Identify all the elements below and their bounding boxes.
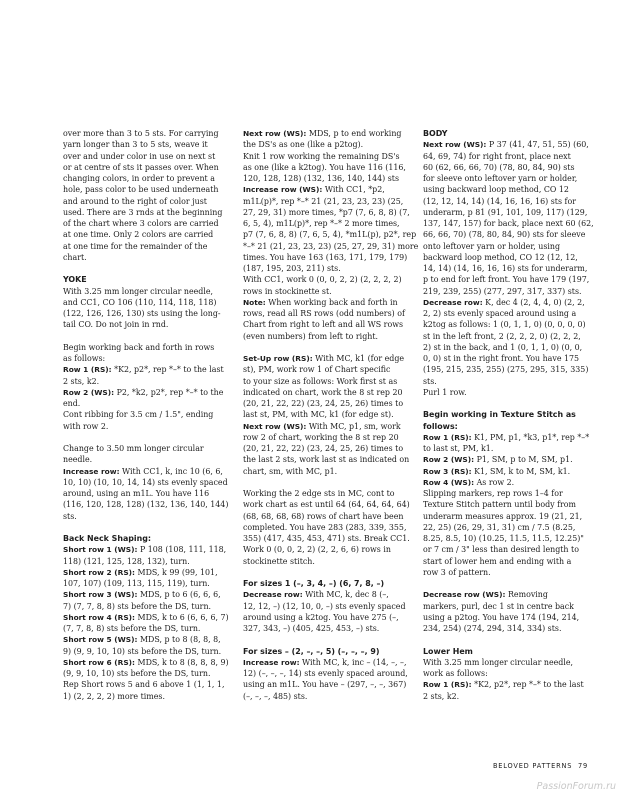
- instruction-label: Row 1 (RS):: [63, 365, 112, 375]
- text-line: for sleeve onto leftover yarn or holder,: [423, 174, 578, 183]
- text-line: around, using an m1L. You have 116: [63, 489, 210, 498]
- instruction-label: Increase row (WS):: [243, 185, 323, 195]
- instruction-paragraph: [63, 634, 239, 657]
- instruction-paragraph: [243, 297, 419, 342]
- instruction-text: K1, SM, k to M, SM, k1.: [471, 466, 571, 476]
- text-line: using an m1L. You have – (297, –, –, 367): [243, 680, 407, 690]
- text-line: using backward loop method, CO 12: [423, 185, 569, 195]
- instruction-first-line: [243, 353, 419, 364]
- text-line: or 7 cm / 3" less than desired length to: [423, 545, 579, 555]
- text-line: 107, 107) (109, 113, 115, 119), turn.: [63, 579, 210, 588]
- text-line: yarn longer than 3 to 5 sts, weave it: [63, 140, 208, 150]
- text-line: over and under color in use on next st: [63, 151, 216, 161]
- text-line: work as follows:: [423, 669, 488, 678]
- instruction-paragraph: [63, 612, 239, 635]
- instruction-text: P 37 (41, 47, 51, 55) (60,: [486, 140, 589, 150]
- text-line: 12, 12, –) (12, 10, 0, –) sts evenly spaced: [243, 601, 406, 611]
- instruction-first-line: [423, 477, 599, 488]
- instruction-label: Row 3 (RS):: [423, 466, 472, 476]
- instruction-paragraph: [243, 353, 419, 421]
- text-line: the DS's as one (like a p2tog).: [243, 140, 364, 150]
- paragraph-spacer: [63, 522, 239, 533]
- text-line: (122, 126, 126, 130) sts using the long-: [63, 309, 221, 318]
- body-paragraph: [63, 342, 239, 365]
- text-line: 6, 5, 4), m1L(p)*, rep *–* 2 more times,: [243, 219, 400, 228]
- text-line: as follows:: [63, 354, 106, 363]
- text-line: (7, 7, 8, 8) sts before the DS, turn.: [63, 624, 201, 633]
- instruction-text: MDS, k to 6 (6, 6, 6, 7): [134, 612, 229, 622]
- text-line: Chart from right to left and all WS rows: [243, 320, 403, 330]
- text-line: *–* 21 (21, 23, 23, 23) (25, 27, 29, 31) more: [243, 241, 419, 251]
- body-paragraph: [63, 286, 239, 331]
- text-line: 66, 66, 70) (78, 80, 84, 90) sts for sleeve: [423, 230, 586, 240]
- text-line: 2) st in the back, and 1 (0, 1, 1, 0) (0, 0,: [423, 342, 583, 352]
- section-heading: follows:: [423, 421, 458, 431]
- text-line: (187, 195, 203, 211) sts.: [243, 264, 341, 273]
- instruction-paragraph: [423, 297, 599, 387]
- instruction-label: Row 1 (RS):: [423, 432, 472, 442]
- text-line: st), PM, work row 1 of Chart specific: [243, 365, 391, 375]
- body-paragraph: [423, 657, 599, 680]
- text-line: of the chart where 3 colors are carried: [63, 219, 219, 228]
- instruction-first-line: [63, 544, 239, 555]
- text-line: Rep Short rows 5 and 6 above 1 (1, 1, 1,: [63, 680, 225, 690]
- instruction-first-line: [243, 421, 419, 432]
- instruction-text: K1, PM, p1, *k3, p1*, rep *–*: [471, 432, 590, 442]
- instruction-label: Next row (WS):: [243, 129, 307, 138]
- paragraph-spacer: [423, 578, 599, 589]
- instruction-label: Row 2 (WS):: [423, 455, 475, 465]
- body-paragraph: [63, 443, 239, 466]
- instruction-label: Short row 4 (RS):: [63, 612, 135, 622]
- instruction-paragraph: [63, 364, 239, 387]
- text-line: rows, read all RS rows (odd numbers) of: [243, 309, 405, 318]
- text-column-3: [423, 128, 599, 702]
- instruction-first-line: [63, 387, 239, 398]
- text-line: 1) (2, 2, 2, 2) more times.: [63, 691, 165, 701]
- instruction-label: Decrease row:: [243, 590, 303, 600]
- footer-section-title: BELOVED PATTERNS: [492, 762, 573, 770]
- instruction-first-line: [63, 657, 239, 668]
- text-line: (even numbers) from left to right.: [243, 331, 379, 341]
- instruction-text: P 108 (108, 111, 118,: [137, 545, 227, 555]
- section-heading: BODY: [423, 129, 448, 138]
- instruction-first-line: [63, 567, 239, 578]
- text-line: Working the 2 edge sts in MC, cont to: [243, 489, 395, 498]
- instruction-paragraph: [423, 466, 599, 477]
- instruction-paragraph: [63, 466, 239, 522]
- instruction-first-line: [423, 139, 599, 150]
- instruction-text: MDS, p to 6 (6, 6, 6,: [137, 590, 221, 600]
- text-line: tail CO. Do not join in rnd.: [63, 320, 169, 330]
- instruction-label: Decrease row (WS):: [423, 590, 506, 600]
- text-line: row 2 of chart, working the 8 st rep 20: [243, 432, 399, 442]
- paragraph-spacer: [423, 634, 599, 645]
- paragraph-spacer: [243, 634, 419, 645]
- text-line: 118) (121, 125, 128, 132), turn.: [63, 556, 190, 566]
- instruction-text: As row 2.: [474, 477, 515, 487]
- instruction-first-line: [63, 589, 239, 600]
- text-line: 2, 2) sts evenly spaced around using a: [423, 309, 577, 318]
- instruction-text: With MC, p1, sm, work: [306, 421, 401, 431]
- instruction-first-line: [423, 466, 599, 477]
- text-line: changing colors, in order to prevent a: [63, 174, 215, 183]
- instruction-text: Removing: [505, 590, 548, 600]
- instruction-first-line: [243, 128, 419, 139]
- text-line: (20, 21, 22, 22) (23, 24, 25, 26) times to: [243, 444, 404, 453]
- text-line: and CC1, CO 106 (110, 114, 118, 118): [63, 297, 217, 307]
- instruction-label: Increase row:: [243, 657, 300, 667]
- instruction-first-line: [423, 679, 599, 690]
- text-line: with row 2.: [63, 421, 109, 431]
- text-line: end.: [63, 399, 81, 408]
- instruction-text: K, dec 4 (2, 4, 4, 0) (2, 2,: [482, 297, 585, 307]
- text-line: onto leftover yarn or holder, using: [423, 241, 561, 251]
- text-line: the last 2 sts, work last st as indicated on: [243, 455, 410, 465]
- instruction-paragraph: [63, 567, 239, 590]
- text-line: around using a k2tog. You have 275 (–,: [243, 612, 399, 622]
- body-paragraph: [423, 488, 599, 578]
- text-line: hole, pass color to be used underneath: [63, 185, 219, 195]
- section-heading: Lower Hem: [423, 646, 473, 656]
- body-paragraph: [63, 679, 239, 702]
- text-column-1: [63, 128, 239, 702]
- text-line: chart, sm, with MC, p1.: [243, 466, 338, 476]
- instruction-label: Row 4 (WS):: [423, 477, 475, 487]
- instruction-paragraph: [423, 454, 599, 465]
- text-line: to your size as follows: Work first st as: [243, 376, 398, 386]
- text-line: 7) (7, 7, 8, 8) sts before the DS, turn.: [63, 601, 212, 611]
- text-line: Begin working back and forth in rows: [63, 342, 215, 352]
- text-line: backward loop method, CO 12 (12, 12,: [423, 252, 578, 262]
- text-line: (195, 215, 235, 255) (275, 295, 315, 335): [423, 365, 589, 375]
- watermark: PassionForum.ru: [536, 781, 616, 792]
- section-heading: Back Neck Shaping:: [63, 534, 152, 543]
- instruction-label: Decrease row:: [423, 297, 483, 307]
- instruction-first-line: [63, 466, 239, 477]
- page-footer: [463, 762, 588, 770]
- instruction-paragraph: [243, 421, 419, 477]
- text-line: 2 sts, k2.: [423, 691, 460, 701]
- section-heading: Begin working in Texture Stitch as: [423, 410, 576, 420]
- instruction-text: *K2, p2*, rep *–* to the last: [471, 680, 584, 690]
- text-line: and around to the right of color just: [63, 196, 207, 206]
- text-line: 60 (62, 66, 66, 70) (78, 80, 84, 90) sts: [423, 162, 575, 172]
- text-line: 234, 254) (274, 294, 314, 334) sts.: [423, 624, 562, 633]
- paragraph-spacer: [243, 342, 419, 353]
- text-line: row 3 of pattern.: [423, 567, 491, 577]
- text-line: needle.: [63, 455, 93, 465]
- text-line: 22, 25) (26, 29, 31, 31) cm / 7.5 (8.25,: [423, 522, 576, 532]
- instruction-label: Row 1 (RS):: [423, 680, 472, 690]
- text-line: chart.: [63, 252, 87, 262]
- text-line: underarm measures approx. 19 (21, 21,: [423, 511, 583, 521]
- text-line: to last st, PM, k1.: [423, 444, 494, 453]
- instruction-label: Increase row:: [63, 466, 120, 476]
- paragraph-spacer: [63, 432, 239, 443]
- instruction-paragraph: [63, 544, 239, 567]
- instruction-text: P1, SM, p to M, SM, p1.: [474, 455, 573, 465]
- text-line: indicated on chart, work the 8 st rep 20: [243, 387, 403, 397]
- text-line: completed. You have 283 (283, 339, 355,: [243, 522, 407, 532]
- section-heading: For sizes – (2, –, –, 5) (–, –, –, 9): [243, 646, 380, 656]
- instruction-text: With CC1, *p2,: [322, 185, 385, 195]
- text-line: start of lower hem and ending with a: [423, 556, 572, 566]
- paragraph-spacer: [243, 477, 419, 488]
- paragraph-spacer: [243, 567, 419, 578]
- text-line: With 3.25 mm longer circular needle,: [63, 286, 214, 296]
- instruction-first-line: [63, 364, 239, 375]
- text-line: (–, –, –, 485) sts.: [243, 691, 308, 701]
- body-paragraph: [63, 409, 239, 432]
- body-paragraph: [63, 128, 239, 263]
- text-line: 8.25, 8.5, 10) (10.25, 11.5, 11.5, 12.25)": [423, 534, 584, 543]
- body-paragraph: [423, 387, 599, 398]
- instruction-label: Row 2 (WS):: [63, 387, 115, 397]
- instruction-text: MDS, p to 8 (8, 8, 8,: [137, 635, 221, 645]
- instruction-first-line: [243, 657, 419, 668]
- text-line: k2tog as follows: 1 (0, 1, 1, 0) (0, 0, 0, 0): [423, 320, 586, 330]
- body-paragraph: [243, 274, 419, 297]
- text-line: markers, purl, dec 1 st in centre back: [423, 601, 574, 611]
- instruction-first-line: [63, 634, 239, 645]
- text-line: at one time. Only 2 colors are carried: [63, 230, 214, 240]
- text-line: (68, 68, 68, 68) rows of chart have been: [243, 511, 404, 521]
- text-line: Work 0 (0, 0, 2, 2) (2, 2, 6, 6) rows in: [243, 545, 391, 555]
- text-line: (12, 12, 14, 14) (14, 16, 16, 16) sts for: [423, 196, 576, 206]
- text-line: Slipping markers, rep rows 1–4 for: [423, 489, 563, 498]
- text-line: (9, 9, 10, 10) sts before the DS, turn.: [63, 669, 211, 678]
- instruction-first-line: [423, 454, 599, 465]
- text-line: 120, 128, 128) (132, 136, 140, 144) sts: [243, 174, 400, 183]
- section-heading: For sizes 1 (–, 3, 4, –) (6, 7, 8, –): [243, 579, 385, 588]
- instruction-text: *K2, p2*, rep *–* to the last: [111, 365, 224, 375]
- instruction-paragraph: [423, 432, 599, 455]
- text-line: 355) (417, 435, 453, 471) sts. Break CC1.: [243, 534, 410, 543]
- instruction-label: Short row 1 (WS):: [63, 545, 138, 555]
- instruction-first-line: [423, 589, 599, 600]
- text-line: 14, 14) (14, 16, 16, 16) sts for underarm,: [423, 264, 588, 273]
- instruction-label: Next row (WS):: [423, 140, 487, 150]
- instruction-text: With MC, k, inc – (14, –, –,: [299, 657, 407, 667]
- text-line: as one (like a k2tog). You have 116 (116,: [243, 162, 406, 172]
- instruction-paragraph: [243, 128, 419, 151]
- instruction-paragraph: [243, 589, 419, 634]
- text-line: 9) (9, 9, 10, 10) sts before the DS, turn.: [63, 646, 222, 656]
- page-number: 79: [578, 762, 588, 770]
- section-heading: YOKE: [63, 275, 87, 285]
- paragraph-spacer: [423, 398, 599, 409]
- instruction-label: Note:: [243, 297, 266, 307]
- instruction-paragraph: [423, 679, 599, 702]
- text-line: p7 (7, 6, 8, 8) (7, 6, 5, 4), *m1L(p), p2*, rep: [243, 230, 417, 240]
- instruction-text: MDS, k to 8 (8, 8, 8, 9): [134, 657, 229, 667]
- text-line: stockinette stitch.: [243, 556, 315, 566]
- instruction-paragraph: [63, 589, 239, 612]
- text-line: Texture Stitch pattern until body from: [423, 500, 577, 510]
- instruction-label: Short row 5 (WS):: [63, 635, 138, 645]
- text-line: using a p2tog. You have 174 (194, 214,: [423, 612, 580, 622]
- instruction-paragraph: [423, 139, 599, 297]
- body-paragraph: [243, 151, 419, 185]
- text-line: last st, PM, with MC, k1 (for edge st).: [243, 410, 394, 420]
- text-line: Change to 3.50 mm longer circular: [63, 444, 204, 453]
- instruction-paragraph: [63, 387, 239, 410]
- text-line: times. You have 163 (163, 171, 179, 179): [243, 252, 408, 262]
- text-line: rows in stockinette st.: [243, 286, 332, 296]
- text-line: underarm, p 81 (91, 101, 109, 117) (129,: [423, 207, 588, 217]
- instruction-paragraph: [423, 589, 599, 634]
- text-line: st in the left front, 2 (2, 2, 2, 0) (2, 2, 2,: [423, 331, 581, 341]
- text-column-2: [243, 128, 419, 702]
- text-line: 137, 147, 157) for back, place next 60 (62,: [423, 219, 594, 228]
- instruction-label: Short row 2 (RS):: [63, 567, 135, 577]
- instruction-first-line: [243, 589, 419, 600]
- instruction-paragraph: [423, 477, 599, 488]
- text-line: p to end for left front. You have 179 (197,: [423, 275, 590, 285]
- text-line: With CC1, work 0 (0, 0, 2, 2) (2, 2, 2, 2): [243, 275, 402, 285]
- text-line: sts.: [63, 511, 77, 521]
- text-line: sts.: [423, 376, 437, 386]
- instruction-label: Short row 3 (WS):: [63, 590, 138, 600]
- instruction-paragraph: [243, 657, 419, 702]
- instruction-paragraph: [63, 657, 239, 680]
- instruction-first-line: [423, 432, 599, 443]
- text-line: 27, 29, 31) more times, *p7 (7, 6, 8, 8) (7,: [243, 207, 410, 217]
- text-line: m1L(p)*, rep *–* 21 (21, 23, 23, 23) (25,: [243, 196, 404, 206]
- instruction-label: Set-Up row (RS):: [243, 354, 313, 363]
- instruction-text: When working back and forth in: [265, 297, 398, 307]
- text-line: 2 sts, k2.: [63, 376, 100, 386]
- instruction-first-line: [243, 297, 419, 308]
- instruction-label: Short row 6 (RS):: [63, 657, 135, 667]
- text-line: 0, 0) st in the right front. You have 175: [423, 354, 580, 363]
- paragraph-spacer: [63, 263, 239, 274]
- text-line: used. There are 3 rnds at the beginning: [63, 207, 223, 217]
- instruction-text: P2, *k2, p2*, rep *–* to the: [114, 387, 224, 397]
- text-line: (20, 21, 22, 22) (23, 24, 25, 26) times to: [243, 399, 404, 408]
- text-line: 219, 239, 255) (277, 297, 317, 337) sts.: [423, 286, 582, 296]
- text-line: With 3.25 mm longer circular needle,: [423, 657, 574, 667]
- text-line: or at centre of sts it passes over. When: [63, 162, 219, 172]
- text-line: 12) (–, –, –, 14) sts evenly spaced around,: [243, 669, 408, 678]
- text-line: at one time for the remainder of the: [63, 241, 208, 251]
- text-line: work chart as est until 64 (64, 64, 64, 64): [243, 500, 410, 510]
- text-line: 64, 69, 74) for right front, place next: [423, 151, 571, 161]
- instruction-label: Next row (WS):: [243, 421, 307, 431]
- text-line: Knit 1 row working the remaining DS's: [243, 151, 400, 161]
- instruction-first-line: [243, 184, 419, 195]
- instruction-text: With MC, k, dec 8 (–,: [302, 590, 389, 600]
- instruction-text: MDS, k 99 (99, 101,: [134, 567, 218, 577]
- instruction-paragraph: [243, 184, 419, 274]
- instruction-text: With CC1, k, inc 10 (6, 6,: [119, 466, 223, 476]
- text-line: Cont ribbing for 3.5 cm / 1.5", ending: [63, 410, 214, 420]
- instruction-text: With MC, k1 (for edge: [312, 354, 405, 363]
- body-paragraph: [243, 488, 419, 567]
- paragraph-spacer: [63, 331, 239, 342]
- instruction-text: MDS, p to end working: [306, 129, 402, 138]
- instruction-first-line: [423, 297, 599, 308]
- text-line: 10, 10) (10, 10, 14, 14) sts evenly spaced: [63, 477, 228, 487]
- text-line: over more than 3 to 5 sts. For carrying: [63, 129, 219, 138]
- instruction-first-line: [63, 612, 239, 623]
- text-line: (116, 120, 128, 128) (132, 136, 140, 144): [63, 500, 229, 510]
- text-line: 327, 343, –) (405, 425, 453, –) sts.: [243, 624, 380, 633]
- text-line: Purl 1 row.: [423, 387, 467, 397]
